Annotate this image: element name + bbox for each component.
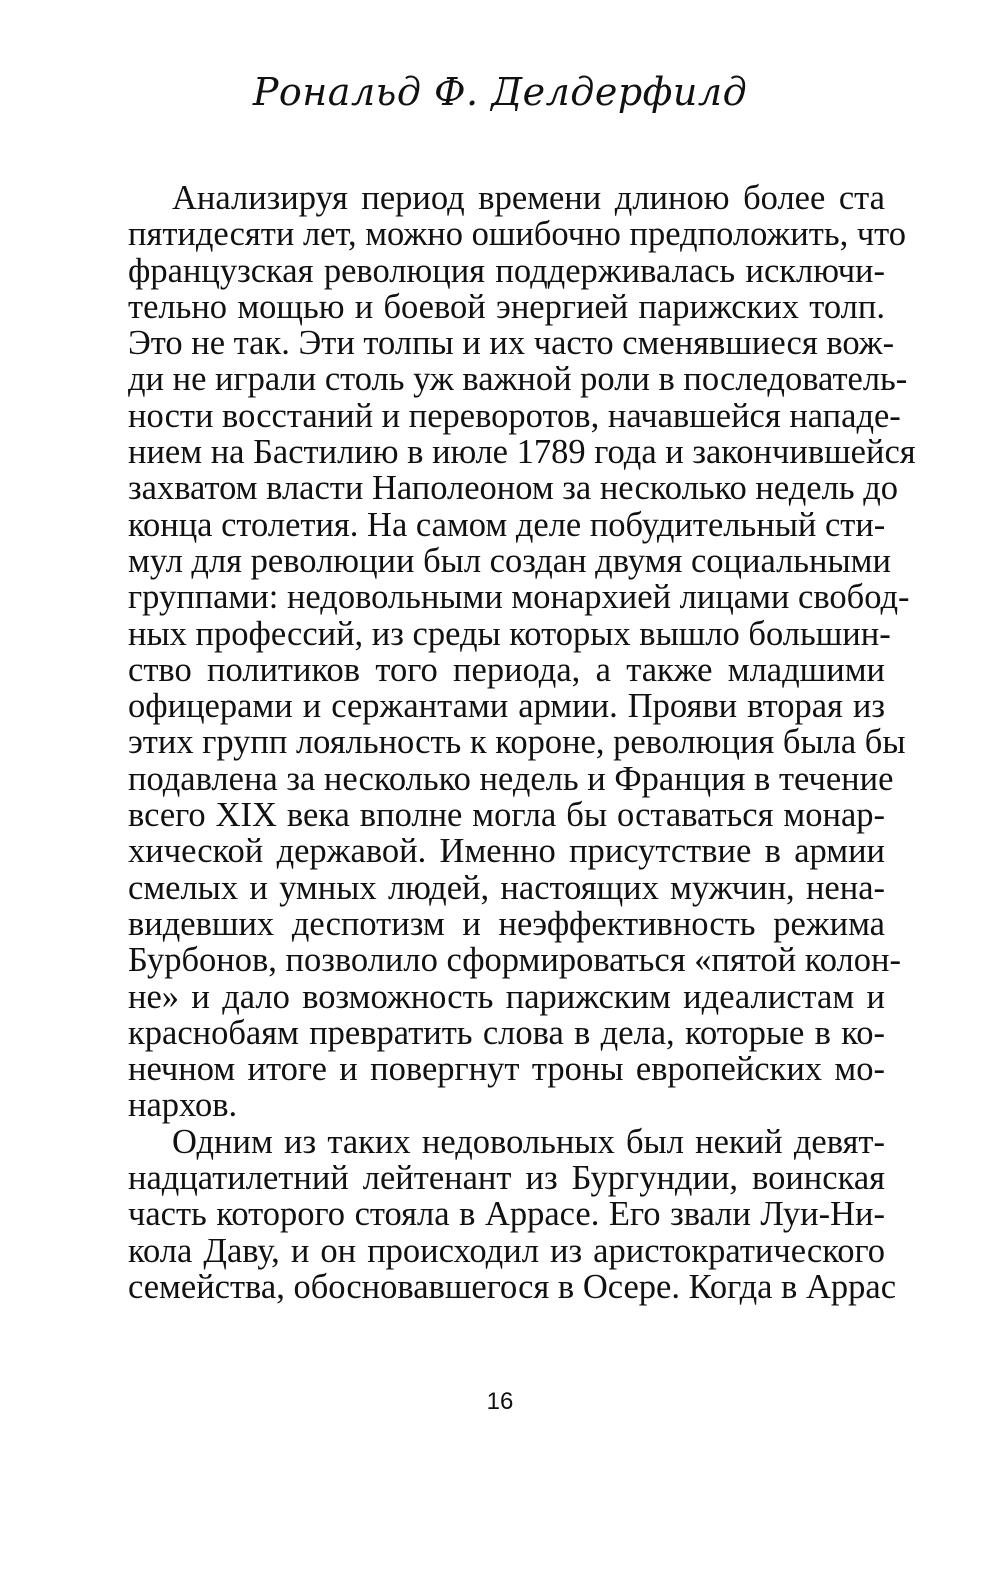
text-line: семейства, обосновавшегося в Осере. Когда в Аррас <box>128 1267 897 1306</box>
text-line: захватом власти Наполеоном за несколько недель до <box>128 469 899 508</box>
text-line: подавлена за несколько недель и Франция в течение <box>128 759 894 798</box>
text-line: группами: недовольными монархией лицами свобод- <box>128 578 910 617</box>
text-line: французская революция поддерживалась исключи- <box>128 251 885 290</box>
text-line: надцатилетний лейтенант из Бургундии, воинская <box>128 1159 885 1198</box>
text-line: офицерами и сержантами армии. Прояви вторая из <box>128 687 885 726</box>
paragraph-2 <box>128 1122 897 1306</box>
text-line: ности восстаний и переворотов, начавшейся нападе- <box>128 396 901 435</box>
text-line: ных профессий, из среды которых вышло большин- <box>128 614 891 653</box>
text-line: ди не играли столь уж важной роли в последователь- <box>128 360 908 399</box>
paragraph-1 <box>128 179 916 1125</box>
text-line: ство политиков того периода, а также младшими <box>128 650 885 689</box>
text-line: Анализируя период времени длиною более ста <box>172 179 885 217</box>
text-line: пятидесяти лет, можно ошибочно предположить, что <box>128 215 907 254</box>
text-line: смелых и умных людей, настоящих мужчин, нена- <box>128 868 885 907</box>
text-line: всего XIX века вполне могла бы оставаться монар- <box>128 796 885 835</box>
text-line: не» и дало возможность парижским идеалистам и <box>128 977 885 1016</box>
body-text <box>128 179 916 1306</box>
text-line: тельно мощью и боевой энергией парижских толп. <box>128 287 885 326</box>
text-line: нархов. <box>128 1086 238 1125</box>
text-line: кола Даву, и он происходил из аристократического <box>128 1231 885 1270</box>
text-line: Одним из таких недовольных был некий девят- <box>172 1122 885 1161</box>
text-line: краснобаям превратить слова в дела, которые в ко- <box>128 1013 885 1052</box>
text-line: хической державой. Именно присутствие в армии <box>128 832 885 871</box>
text-line: нечном итоге и повергнут троны европейских мо- <box>128 1050 885 1089</box>
text-line: нием на Бастилию в июле 1789 года и закончившейся <box>128 433 916 472</box>
text-line: Это не так. Эти толпы и их часто сменявшиеся вож- <box>128 324 895 363</box>
text-line: этих групп лояльность к короне, революция была бы <box>128 723 906 762</box>
text-line: видевших деспотизм и неэффективность режима <box>128 904 885 943</box>
text-line: Бурбонов, позволило сформироваться «пятой колон- <box>128 941 901 980</box>
text-line: конца столетия. На самом деле побудительный сти- <box>128 505 886 544</box>
page-number: 16 <box>486 1388 514 1415</box>
running-head: Рональд Ф. Делдерфилд <box>252 70 748 114</box>
text-line: мул для революции был создан двумя социальными <box>128 541 891 580</box>
text-line: часть которого стояла в Аррасе. Его звали Луи-Ни- <box>128 1195 885 1234</box>
